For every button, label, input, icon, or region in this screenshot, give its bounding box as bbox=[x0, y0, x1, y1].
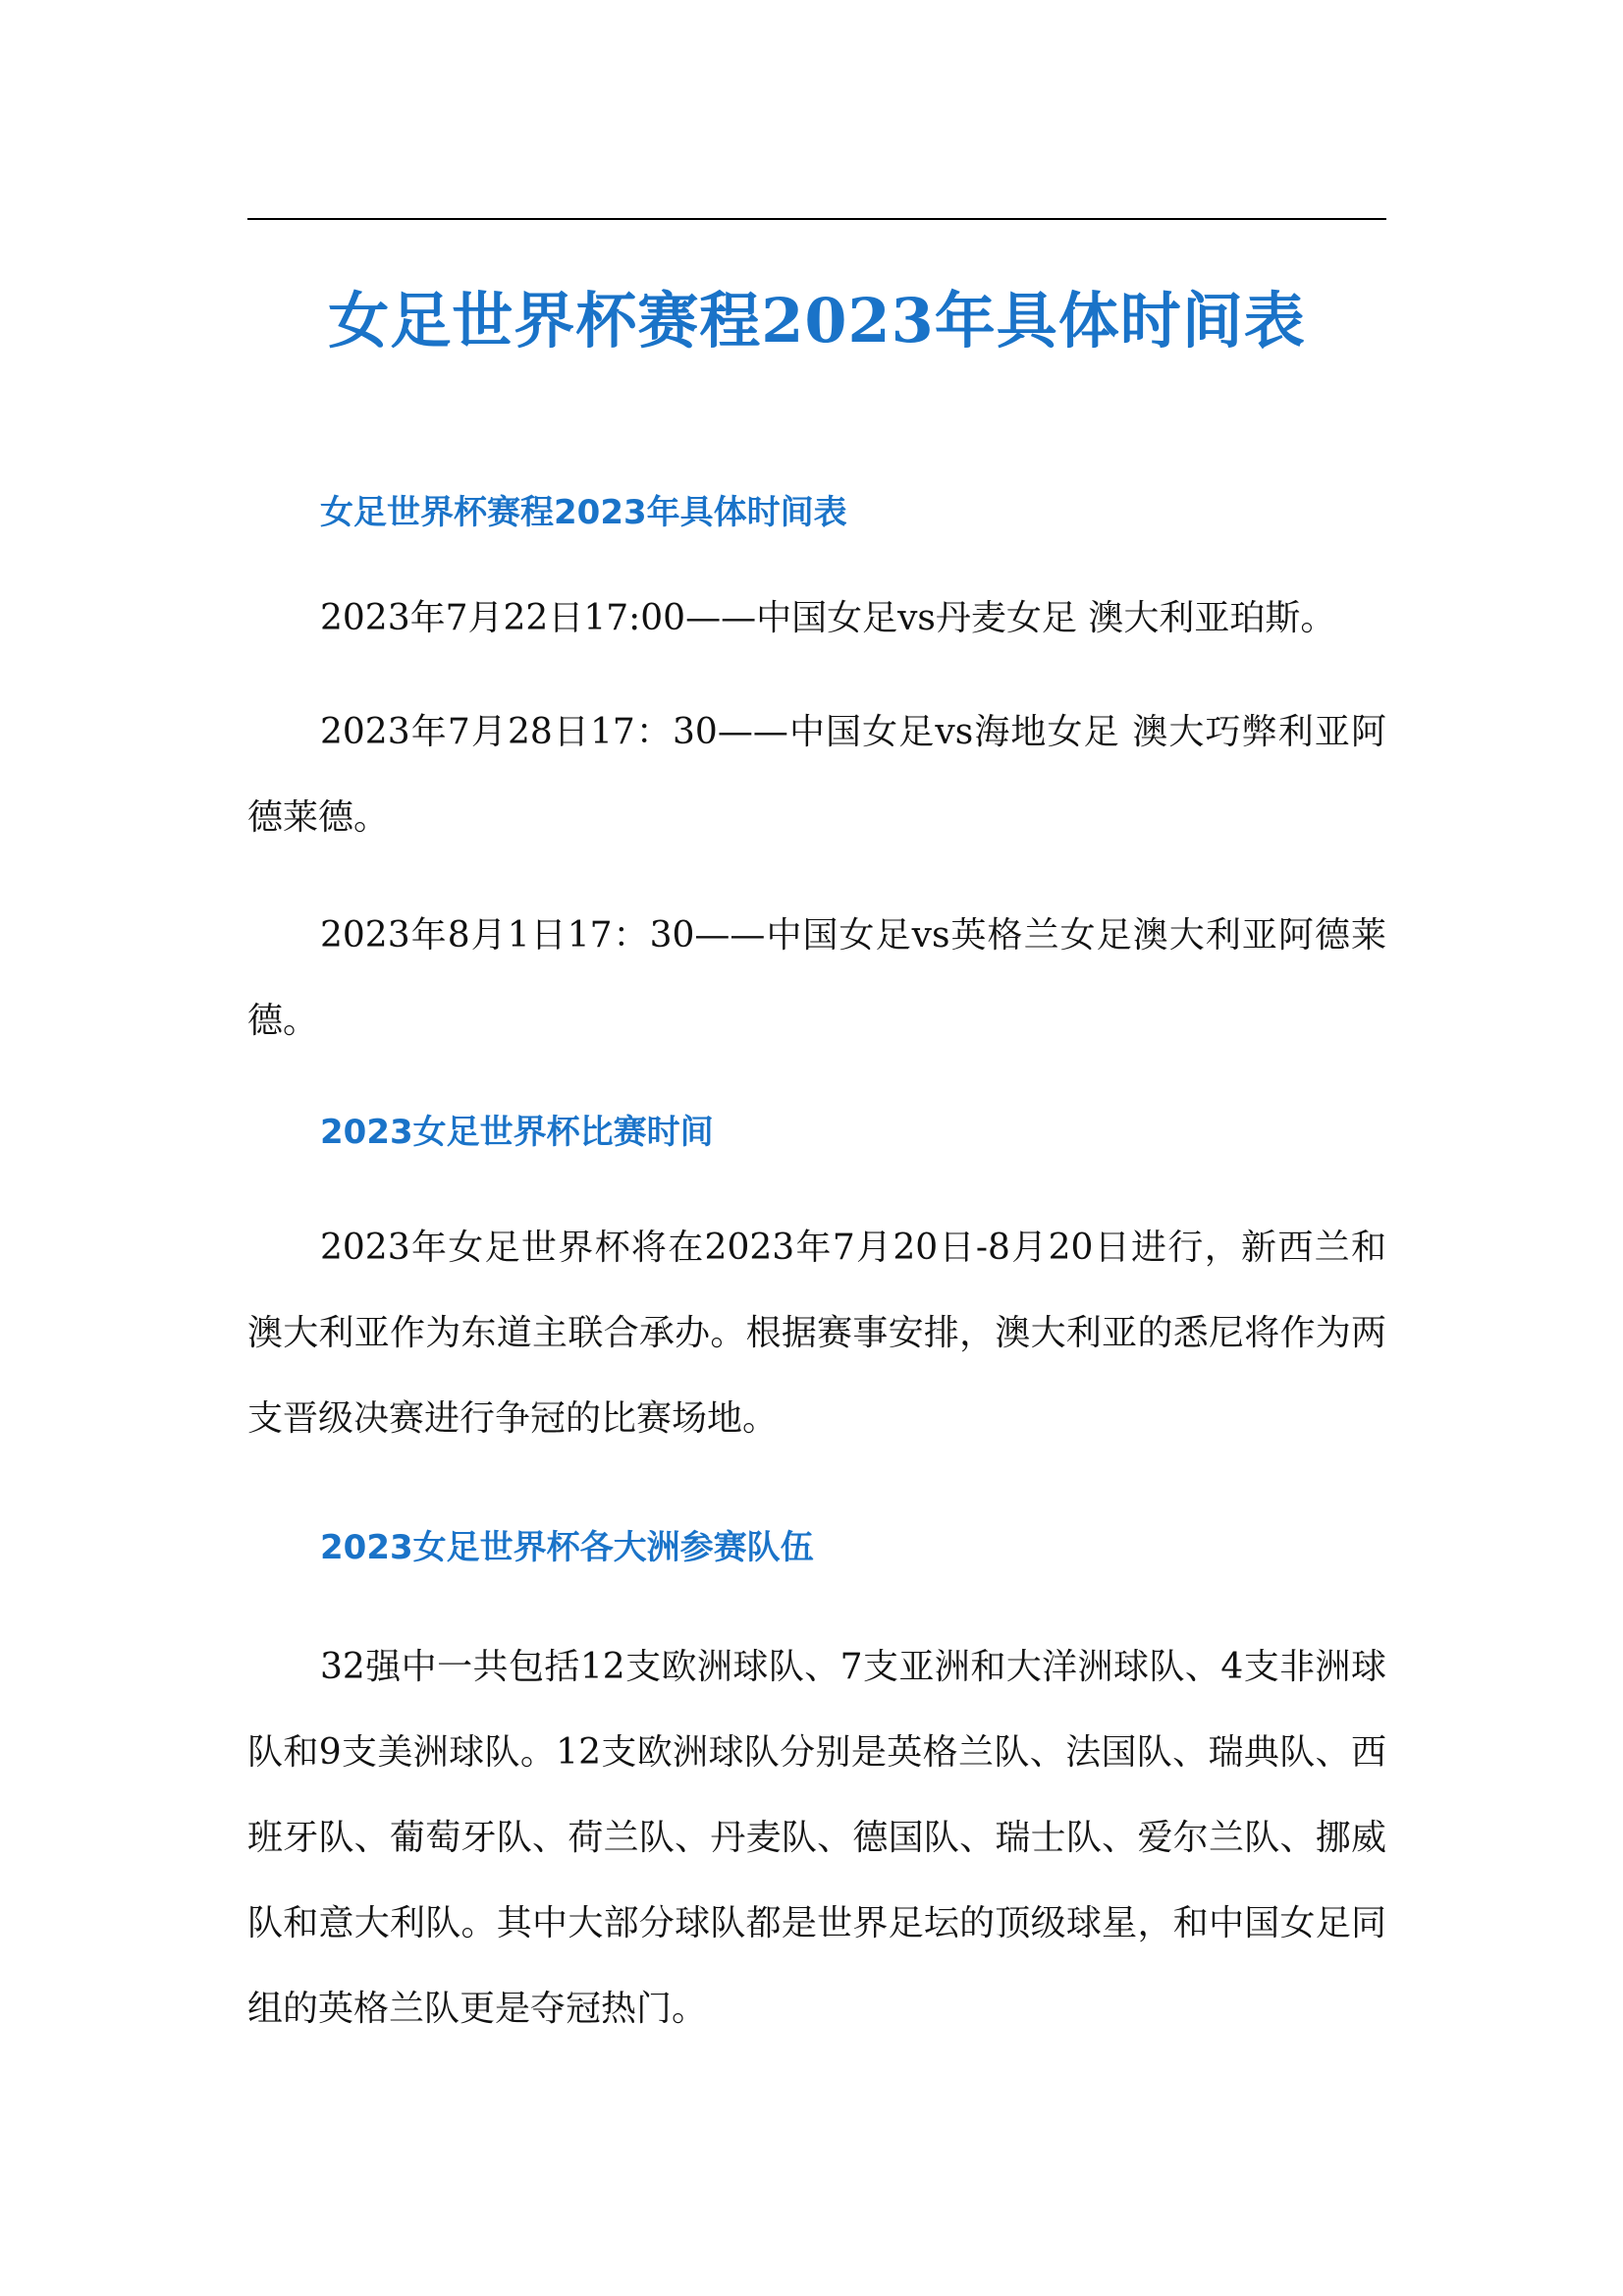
match-paragraph-2: 2023年7月28日17：30——中国女足vs海地女足 澳大巧弊利亚阿德莱德。 bbox=[247, 712, 1386, 838]
document-body bbox=[247, 471, 1386, 2051]
document-title: 女足世界杯赛程2023年具体时间表 bbox=[328, 285, 1306, 356]
schedule-heading: 女足世界杯赛程2023年具体时间表 bbox=[320, 493, 847, 532]
match-time-paragraph: 2023年女足世界杯将在2023年7月20日-8月20日进行，新西兰和澳大利亚作为东道主联合承办。根据赛事安排，澳大利亚的悉尼将作为两支晋级决赛进行争冠的比赛场地。 bbox=[247, 1228, 1386, 1439]
header-rule bbox=[247, 218, 1386, 220]
match-paragraph-3: 2023年8月1日17：30——中国女足vs英格兰女足澳大利亚阿德莱德。 bbox=[247, 915, 1386, 1041]
match-time-heading: 2023女足世界杯比赛时间 bbox=[320, 1113, 714, 1152]
teams-heading: 2023女足世界杯各大洲参赛队伍 bbox=[320, 1528, 814, 1567]
match-paragraph-1: 2023年7月22日17:00——中国女足vs丹麦女足 澳大利亚珀斯。 bbox=[320, 598, 1336, 638]
teams-paragraph: 32强中一共包括12支欧洲球队、7支亚洲和大洋洲球队、4支非洲球队和9支美洲球队。12支欧洲球队分别是英格兰队、法国队、瑞典队、西班牙队、葡萄牙队、荷兰队、丹麦队、德国队、瑞士队、爱尔兰队、挪威队和意大利队。其中大部分球队都是世界足坛的顶级球星，和中国女足同组的英格兰队更是夺冠热门。 bbox=[247, 1647, 1386, 2029]
